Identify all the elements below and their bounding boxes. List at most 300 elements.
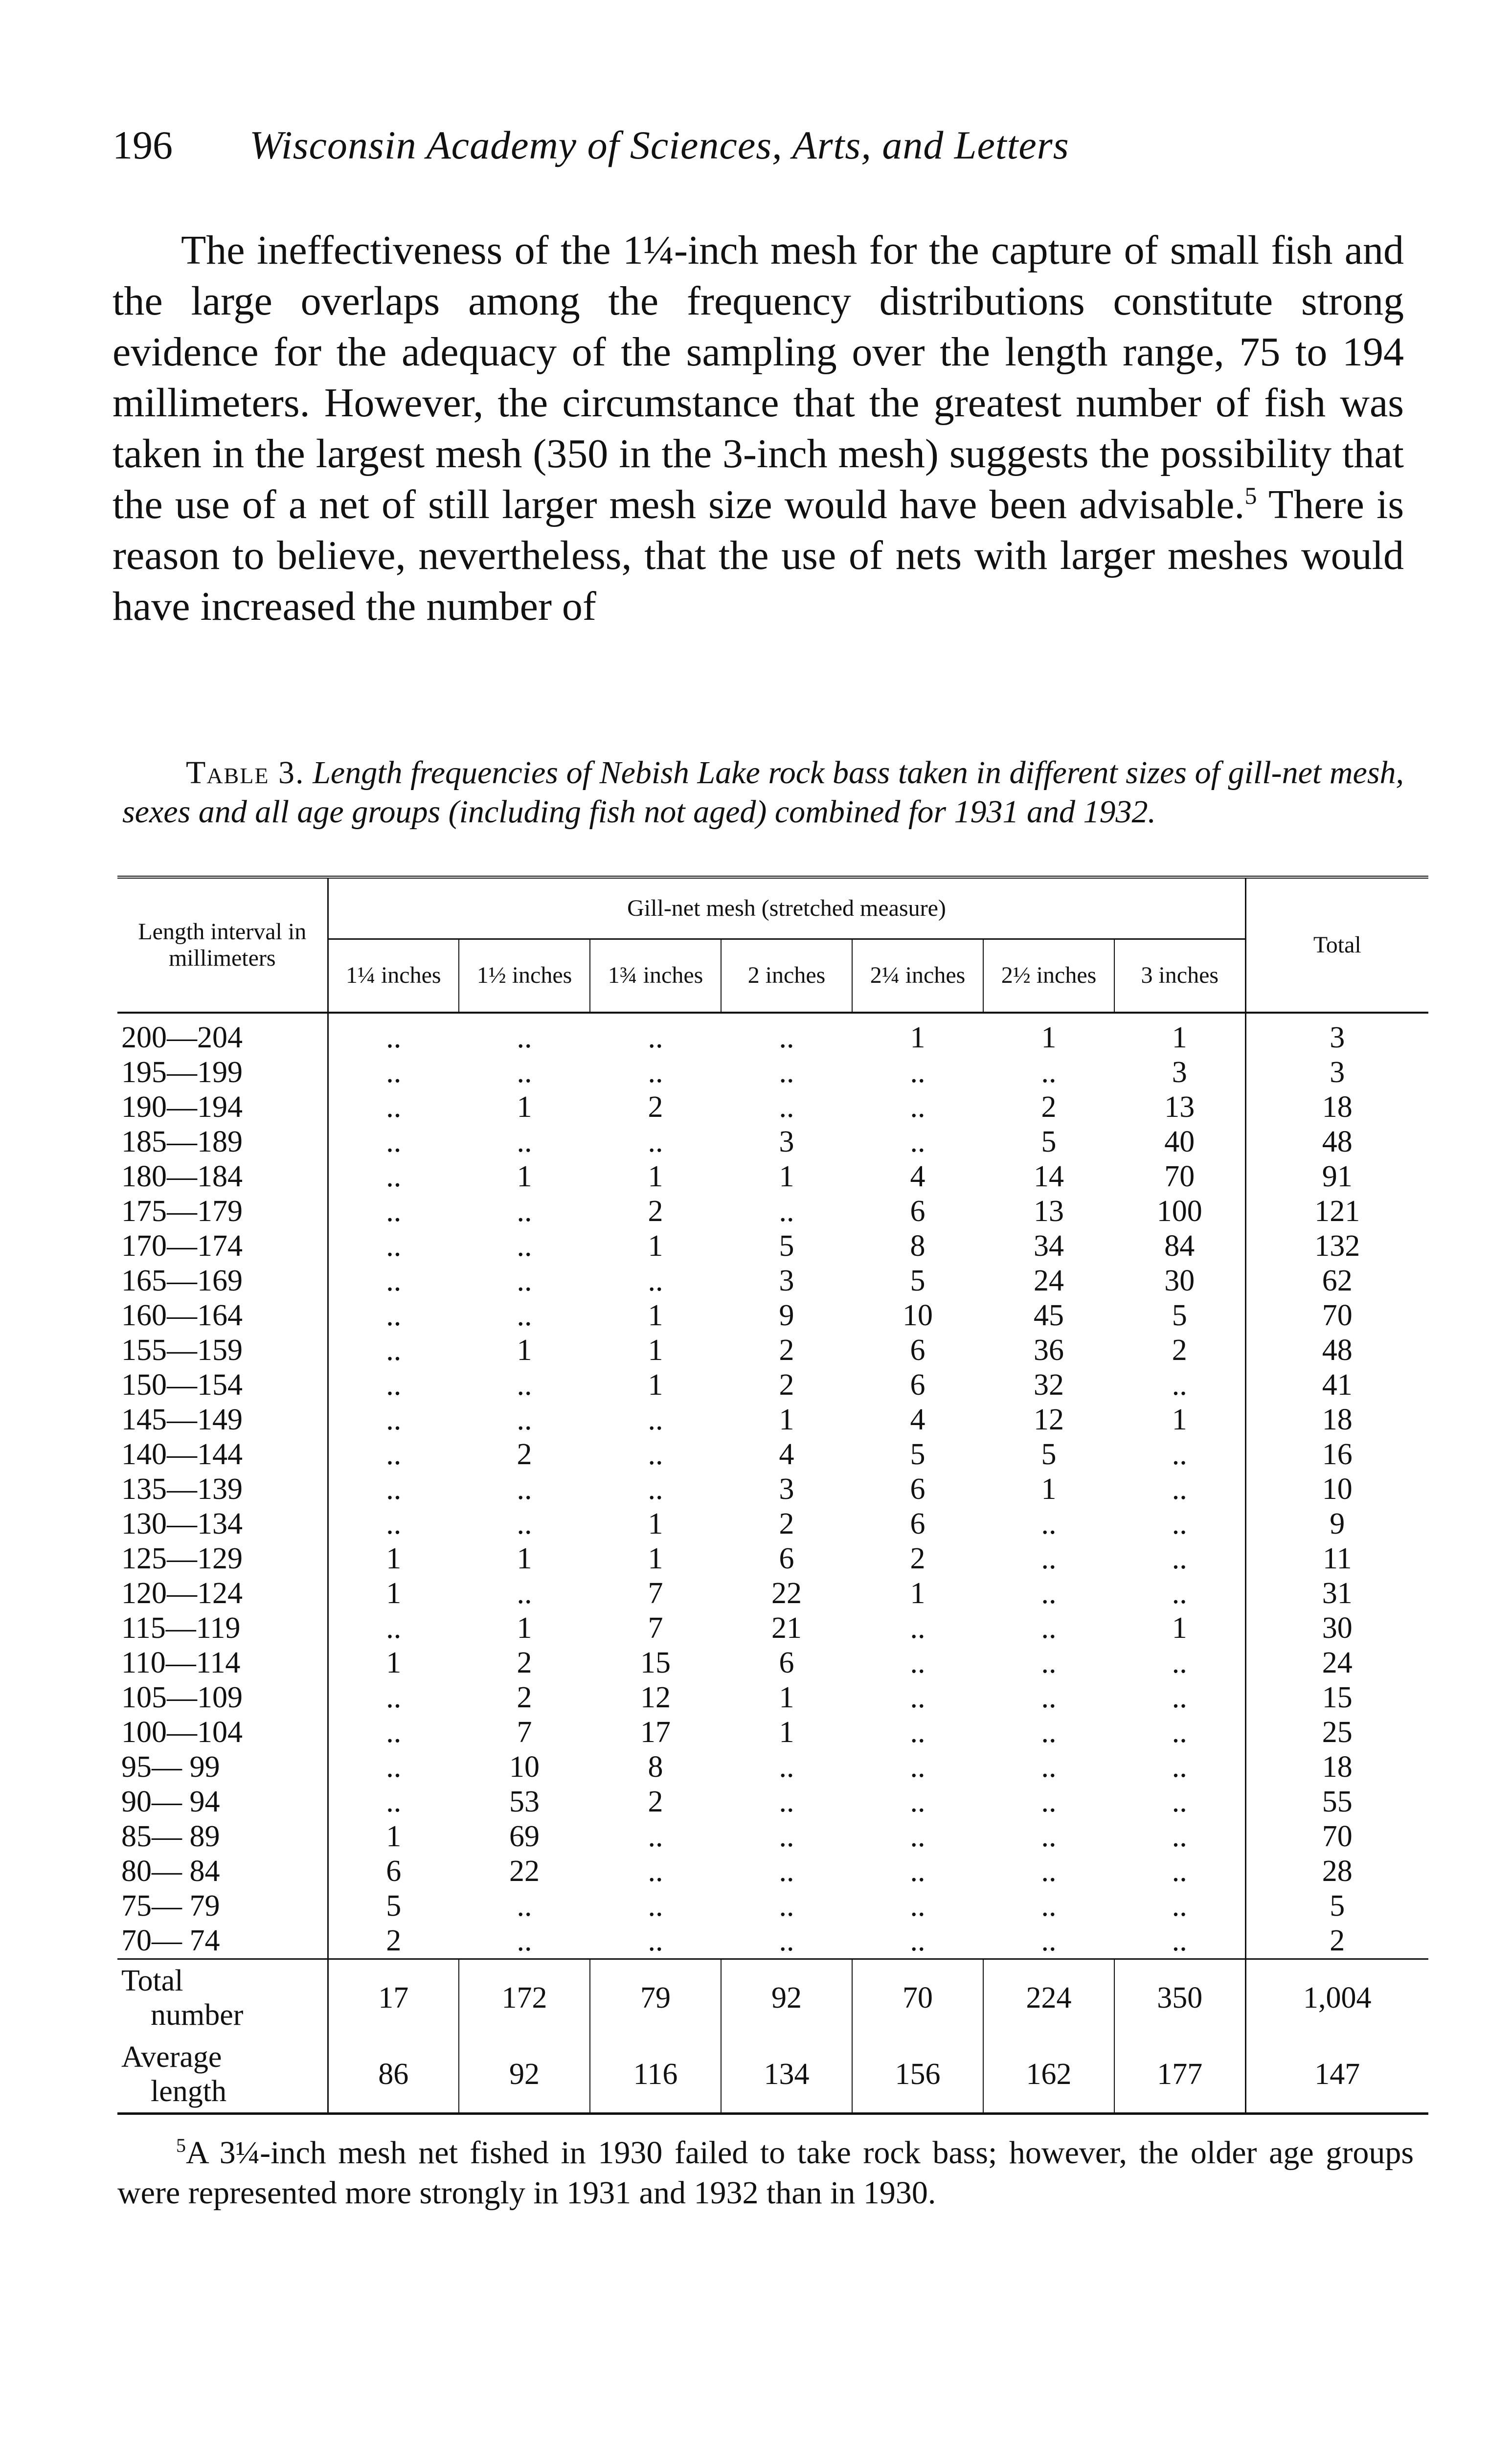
count-cell: .. — [1041, 1576, 1057, 1610]
count-cell: .. — [517, 1020, 532, 1054]
mesh-group-header: Gill-net mesh (stretched measure) — [328, 877, 1245, 939]
length-interval-cell: 175—179 — [117, 1194, 328, 1229]
count-cell: .. — [910, 1924, 925, 1957]
count-cell: 6 — [910, 1333, 925, 1367]
count-cell: 10 — [903, 1298, 933, 1332]
count-cell: .. — [517, 1403, 532, 1436]
count-cell: .. — [386, 1194, 402, 1228]
count-cell: 4 — [779, 1437, 794, 1471]
average-length-cell: 86 — [328, 2036, 459, 2114]
row-total-cell: 30 — [1245, 1611, 1428, 1646]
count-cell: 2 — [386, 1924, 402, 1957]
table-row — [117, 1125, 1428, 1159]
length-frequency-table — [117, 876, 1428, 2115]
count-cell: .. — [648, 1819, 663, 1853]
row-total-cell: 48 — [1245, 1125, 1428, 1159]
count-cell: .. — [386, 1055, 402, 1089]
count-cell: .. — [517, 1194, 532, 1228]
count-cell: 1 — [910, 1020, 925, 1054]
table-row — [117, 1437, 1428, 1472]
mesh-size-header: 2 inches — [721, 939, 852, 1013]
count-cell: 1 — [648, 1507, 663, 1540]
count-cell: .. — [1041, 1785, 1057, 1818]
count-cell: 2 — [1172, 1333, 1187, 1367]
count-cell: .. — [1172, 1507, 1187, 1540]
total-number-cell: 224 — [983, 1959, 1114, 2036]
count-cell: 3 — [1172, 1055, 1187, 1089]
total-number-cell: 172 — [459, 1959, 590, 2036]
count-cell: .. — [1172, 1680, 1187, 1714]
count-cell: 1 — [1041, 1472, 1057, 1506]
count-cell: .. — [1172, 1750, 1187, 1784]
count-cell: .. — [779, 1090, 794, 1124]
row-total-cell: 41 — [1245, 1368, 1428, 1403]
count-cell: 6 — [910, 1472, 925, 1506]
count-cell: .. — [648, 1403, 663, 1436]
row-total-cell: 28 — [1245, 1854, 1428, 1889]
count-cell: 13 — [1164, 1090, 1195, 1124]
count-cell: 6 — [910, 1368, 925, 1402]
count-cell: .. — [386, 1715, 402, 1749]
grand-total-cell: 1,004 — [1245, 1959, 1428, 2036]
count-cell: .. — [1172, 1472, 1187, 1506]
count-cell: .. — [1172, 1646, 1187, 1679]
table-row — [117, 1403, 1428, 1437]
count-cell: 3 — [779, 1264, 794, 1297]
length-interval-cell: 170—174 — [117, 1229, 328, 1264]
count-cell: 6 — [779, 1646, 794, 1679]
table-row — [117, 1264, 1428, 1298]
table-row — [117, 1924, 1428, 1959]
average-length-label: Average length — [117, 2036, 328, 2114]
count-cell: 1 — [779, 1715, 794, 1749]
footnote — [117, 2133, 1414, 2213]
count-cell: .. — [386, 1264, 402, 1297]
table-row — [117, 1611, 1428, 1646]
length-interval-cell: 75— 79 — [117, 1889, 328, 1924]
count-cell: .. — [910, 1646, 925, 1679]
count-cell: .. — [1041, 1646, 1057, 1679]
count-cell: 5 — [1041, 1125, 1057, 1158]
length-interval-cell: 135—139 — [117, 1472, 328, 1507]
count-cell: 1 — [779, 1680, 794, 1714]
count-cell: 8 — [648, 1750, 663, 1784]
length-interval-cell: 190—194 — [117, 1090, 328, 1125]
count-cell: .. — [779, 1889, 794, 1923]
count-cell: 2 — [779, 1368, 794, 1402]
count-cell: 1 — [648, 1368, 663, 1402]
count-cell: 21 — [771, 1611, 802, 1645]
count-cell: .. — [779, 1854, 794, 1888]
count-cell: 5 — [1172, 1298, 1187, 1332]
count-cell: .. — [386, 1472, 402, 1506]
count-cell: .. — [517, 1229, 532, 1263]
length-interval-cell: 85— 89 — [117, 1819, 328, 1854]
total-number-cell: 92 — [721, 1959, 852, 2036]
count-cell: 24 — [1034, 1264, 1064, 1297]
count-cell: .. — [386, 1785, 402, 1818]
count-cell: .. — [1041, 1611, 1057, 1645]
length-interval-cell: 185—189 — [117, 1125, 328, 1159]
footnote-reference: 5 — [1244, 482, 1257, 509]
running-title: Wisconsin Academy of Sciences, Arts, and Letters — [249, 123, 1069, 167]
count-cell: 34 — [1034, 1229, 1064, 1263]
count-cell: .. — [517, 1924, 532, 1957]
length-interval-cell: 105—109 — [117, 1680, 328, 1715]
count-cell: 69 — [509, 1819, 540, 1853]
mesh-size-header: 1¾ inches — [590, 939, 721, 1013]
count-cell: .. — [910, 1125, 925, 1158]
total-number-cell: 350 — [1114, 1959, 1245, 2036]
count-cell: 3 — [779, 1125, 794, 1158]
count-cell: 1 — [648, 1229, 663, 1263]
count-cell: .. — [1041, 1889, 1057, 1923]
table-row — [117, 1646, 1428, 1680]
count-cell: 6 — [386, 1854, 402, 1888]
page-number: 196 — [113, 123, 173, 167]
count-cell: 7 — [517, 1715, 532, 1749]
table-row — [117, 1889, 1428, 1924]
count-cell: .. — [779, 1819, 794, 1853]
count-cell: .. — [1041, 1055, 1057, 1089]
count-cell: .. — [1172, 1541, 1187, 1575]
count-cell: .. — [1172, 1785, 1187, 1818]
count-cell: 2 — [517, 1680, 532, 1714]
count-cell: .. — [386, 1403, 402, 1436]
average-length-cell: 162 — [983, 2036, 1114, 2114]
count-cell: 1 — [386, 1576, 402, 1610]
count-cell: .. — [779, 1194, 794, 1228]
table-row — [117, 1333, 1428, 1368]
count-cell: .. — [386, 1368, 402, 1402]
count-cell: .. — [648, 1125, 663, 1158]
overall-average-cell: 147 — [1245, 2036, 1428, 2114]
table-row — [117, 1472, 1428, 1507]
count-cell: .. — [517, 1125, 532, 1158]
average-length-row — [117, 2036, 1428, 2114]
count-cell: 70 — [1164, 1159, 1195, 1193]
count-cell: 2 — [517, 1646, 532, 1679]
count-cell: 22 — [509, 1854, 540, 1888]
count-cell: .. — [648, 1264, 663, 1297]
count-cell: .. — [1041, 1819, 1057, 1853]
total-header: Total — [1245, 877, 1428, 1013]
count-cell: .. — [517, 1507, 532, 1540]
table-row — [117, 1854, 1428, 1889]
count-cell: .. — [1172, 1819, 1187, 1853]
count-cell: .. — [1172, 1368, 1187, 1402]
count-cell: .. — [517, 1472, 532, 1506]
average-length-cell: 92 — [459, 2036, 590, 2114]
count-cell: .. — [386, 1090, 402, 1124]
count-cell: 8 — [910, 1229, 925, 1263]
count-cell: .. — [386, 1333, 402, 1367]
row-total-cell: 70 — [1245, 1819, 1428, 1854]
count-cell: 14 — [1034, 1159, 1064, 1193]
count-cell: 7 — [648, 1611, 663, 1645]
count-cell: 2 — [648, 1090, 663, 1124]
count-cell: .. — [910, 1090, 925, 1124]
count-cell: .. — [779, 1924, 794, 1957]
paragraph-text: The ineffectiveness of the 1¼-inch mesh for the capture of small fish and the large overlaps among the frequency distributions constitute strong evidence for the adequacy of the sampling over the length range, 75 to 194 millimeters. However, the circumstance that the greatest number of fish was taken in the largest mesh (350 in the 3-inch mesh) suggests the possibility that the use of a net of still larger mesh size would have been advisable. — [113, 227, 1404, 527]
table-row — [117, 1090, 1428, 1125]
row-total-cell: 48 — [1245, 1333, 1428, 1368]
row-total-cell: 3 — [1245, 1055, 1428, 1090]
mesh-size-header: 1¼ inches — [328, 939, 459, 1013]
count-cell: 1 — [1172, 1403, 1187, 1436]
count-cell: 5 — [386, 1889, 402, 1923]
length-interval-cell: 155—159 — [117, 1333, 328, 1368]
count-cell: .. — [1172, 1715, 1187, 1749]
mesh-size-header: 3 inches — [1141, 962, 1219, 989]
count-cell: 1 — [1172, 1611, 1187, 1645]
count-cell: .. — [1041, 1854, 1057, 1888]
count-cell: 53 — [509, 1785, 540, 1818]
average-length-cell: 177 — [1114, 2036, 1245, 2114]
length-interval-cell: 130—134 — [117, 1507, 328, 1541]
total-number-cell: 79 — [590, 1959, 721, 2036]
count-cell: .. — [648, 1889, 663, 1923]
count-cell: 1 — [517, 1541, 532, 1575]
count-cell: .. — [779, 1055, 794, 1089]
count-cell: 12 — [1034, 1403, 1064, 1436]
count-cell: .. — [910, 1854, 925, 1888]
count-cell: 10 — [509, 1750, 540, 1784]
count-cell: .. — [910, 1889, 925, 1923]
count-cell: 45 — [1034, 1298, 1064, 1332]
count-cell: .. — [386, 1125, 402, 1158]
count-cell: .. — [386, 1680, 402, 1714]
count-cell: .. — [517, 1055, 532, 1089]
count-cell: 5 — [1041, 1437, 1057, 1471]
count-cell: .. — [386, 1437, 402, 1471]
caption-text: Length frequencies of Nebish Lake rock bass taken in different sizes of gill-net mesh, sexes and all age groups (including fish not aged) combined for 1931 and 1932. — [122, 755, 1404, 830]
count-cell: 2 — [648, 1194, 663, 1228]
row-total-cell: 10 — [1245, 1472, 1428, 1507]
count-cell: .. — [910, 1819, 925, 1853]
paragraph-continuation: There is reason to believe, nevertheless, that the use of nets with larger meshes would have increased the number of — [113, 482, 1404, 629]
count-cell: 1 — [648, 1159, 663, 1193]
count-cell: .. — [648, 1854, 663, 1888]
count-cell: 22 — [771, 1576, 802, 1610]
row-total-cell: 70 — [1245, 1298, 1428, 1333]
table-row — [117, 1507, 1428, 1541]
row-total-cell: 24 — [1245, 1646, 1428, 1680]
count-cell: 2 — [1041, 1090, 1057, 1124]
table-row — [117, 1194, 1428, 1229]
table-row — [117, 1229, 1428, 1264]
count-cell: 36 — [1034, 1333, 1064, 1367]
count-cell: 1 — [386, 1541, 402, 1575]
row-total-cell: 25 — [1245, 1715, 1428, 1750]
length-interval-header: Length interval in millimeters — [117, 877, 328, 1013]
mesh-size-header: 2½ inches — [983, 939, 1114, 1013]
count-cell: .. — [386, 1750, 402, 1784]
length-interval-cell: 150—154 — [117, 1368, 328, 1403]
count-cell: 1 — [779, 1159, 794, 1193]
count-cell: 5 — [779, 1229, 794, 1263]
row-total-cell: 2 — [1245, 1924, 1428, 1959]
count-cell: 1 — [779, 1403, 794, 1436]
total-number-row — [117, 1959, 1428, 2036]
row-total-cell: 9 — [1245, 1507, 1428, 1541]
count-cell: .. — [910, 1611, 925, 1645]
table-row — [117, 1013, 1428, 1055]
count-cell: 32 — [1034, 1368, 1064, 1402]
count-cell: 1 — [517, 1333, 532, 1367]
count-cell: .. — [386, 1159, 402, 1193]
length-interval-cell: 115—119 — [117, 1611, 328, 1646]
count-cell: 40 — [1164, 1125, 1195, 1158]
row-total-cell: 3 — [1245, 1013, 1428, 1055]
count-cell: .. — [910, 1785, 925, 1818]
count-cell: 30 — [1164, 1264, 1195, 1297]
mesh-size-header: 2¼ inches — [852, 939, 983, 1013]
row-total-cell: 62 — [1245, 1264, 1428, 1298]
body-paragraph — [113, 225, 1404, 632]
length-interval-cell: 160—164 — [117, 1298, 328, 1333]
length-interval-cell: 80— 84 — [117, 1854, 328, 1889]
count-cell: .. — [779, 1785, 794, 1818]
table-row — [117, 1819, 1428, 1854]
row-total-cell: 16 — [1245, 1437, 1428, 1472]
count-cell: 1 — [648, 1333, 663, 1367]
count-cell: .. — [1172, 1576, 1187, 1610]
count-cell: .. — [648, 1924, 663, 1957]
count-cell: 13 — [1034, 1194, 1064, 1228]
count-cell: .. — [1041, 1680, 1057, 1714]
table-row — [117, 1680, 1428, 1715]
count-cell: 5 — [910, 1264, 925, 1297]
row-total-cell: 18 — [1245, 1750, 1428, 1785]
length-interval-cell: 195—199 — [117, 1055, 328, 1090]
row-total-cell: 132 — [1245, 1229, 1428, 1264]
average-length-cell: 116 — [590, 2036, 721, 2114]
count-cell: 1 — [517, 1159, 532, 1193]
total-number-label: Total number — [117, 1959, 328, 2036]
row-total-cell: 121 — [1245, 1194, 1428, 1229]
count-cell: 7 — [648, 1576, 663, 1610]
length-interval-cell: 180—184 — [117, 1159, 328, 1194]
table-row — [117, 1541, 1428, 1576]
row-total-cell: 91 — [1245, 1159, 1428, 1194]
count-cell: .. — [779, 1750, 794, 1784]
count-cell: .. — [1172, 1924, 1187, 1957]
total-number-cell: 70 — [852, 1959, 983, 2036]
count-cell: 1 — [386, 1819, 402, 1853]
count-cell: .. — [1041, 1924, 1057, 1957]
count-cell: .. — [517, 1264, 532, 1297]
count-cell: 84 — [1164, 1229, 1195, 1263]
length-interval-cell: 120—124 — [117, 1576, 328, 1611]
count-cell: .. — [517, 1889, 532, 1923]
count-cell: .. — [910, 1750, 925, 1784]
count-cell: .. — [779, 1020, 794, 1054]
count-cell: .. — [517, 1298, 532, 1332]
table-row — [117, 1055, 1428, 1090]
count-cell: .. — [910, 1680, 925, 1714]
count-cell: 15 — [640, 1646, 671, 1679]
count-cell: .. — [517, 1368, 532, 1402]
count-cell: 1 — [386, 1646, 402, 1679]
table-label: Table 3. — [186, 755, 305, 791]
count-cell: .. — [386, 1020, 402, 1054]
count-cell: .. — [648, 1437, 663, 1471]
count-cell: 1 — [1172, 1020, 1187, 1054]
count-cell: .. — [1041, 1715, 1057, 1749]
length-interval-cell: 145—149 — [117, 1403, 328, 1437]
page-header — [113, 122, 1409, 181]
count-cell: 5 — [910, 1437, 925, 1471]
count-cell: .. — [648, 1020, 663, 1054]
length-interval-cell: 90— 94 — [117, 1785, 328, 1819]
table-row — [117, 1159, 1428, 1194]
row-total-cell: 55 — [1245, 1785, 1428, 1819]
table-row — [117, 1715, 1428, 1750]
count-cell: .. — [910, 1055, 925, 1089]
count-cell: .. — [1041, 1541, 1057, 1575]
table-caption — [122, 753, 1404, 832]
count-cell: .. — [386, 1611, 402, 1645]
row-total-cell: 11 — [1245, 1541, 1428, 1576]
length-interval-cell: 110—114 — [117, 1646, 328, 1680]
count-cell: 17 — [640, 1715, 671, 1749]
count-cell: 3 — [779, 1472, 794, 1506]
mesh-size-header: 1½ inches — [459, 939, 590, 1013]
count-cell: 2 — [779, 1333, 794, 1367]
count-cell: 12 — [640, 1680, 671, 1714]
count-cell: .. — [386, 1507, 402, 1540]
length-interval-cell: 95— 99 — [117, 1750, 328, 1785]
table-row — [117, 1785, 1428, 1819]
count-cell: .. — [1172, 1437, 1187, 1471]
count-cell: 6 — [779, 1541, 794, 1575]
table-row — [117, 1576, 1428, 1611]
count-cell: .. — [1172, 1889, 1187, 1923]
average-length-cell: 134 — [721, 2036, 852, 2114]
count-cell: 100 — [1156, 1194, 1202, 1228]
count-cell: .. — [517, 1576, 532, 1610]
length-interval-cell: 200—204 — [117, 1013, 328, 1055]
row-total-cell: 5 — [1245, 1889, 1428, 1924]
length-interval-cell: 100—104 — [117, 1715, 328, 1750]
total-number-cell: 17 — [328, 1959, 459, 2036]
row-total-cell: 18 — [1245, 1090, 1428, 1125]
average-length-cell: 156 — [852, 2036, 983, 2114]
count-cell: 2 — [517, 1437, 532, 1471]
count-cell: 4 — [910, 1403, 925, 1436]
body-text — [113, 225, 1404, 632]
count-cell: 1 — [648, 1298, 663, 1332]
count-cell: 9 — [779, 1298, 794, 1332]
count-cell: 1 — [517, 1611, 532, 1645]
table-row — [117, 1298, 1428, 1333]
length-interval-cell: 140—144 — [117, 1437, 328, 1472]
table-row — [117, 1750, 1428, 1785]
length-interval-cell: 70— 74 — [117, 1924, 328, 1959]
length-interval-cell: 165—169 — [117, 1264, 328, 1298]
row-total-cell: 15 — [1245, 1680, 1428, 1715]
count-cell: 1 — [517, 1090, 532, 1124]
row-total-cell: 31 — [1245, 1576, 1428, 1611]
count-cell: 1 — [648, 1541, 663, 1575]
table-body — [117, 1013, 1428, 1959]
count-cell: .. — [648, 1055, 663, 1089]
count-cell: .. — [1172, 1854, 1187, 1888]
count-cell: 2 — [779, 1507, 794, 1540]
footnote-text: A 3¼-inch mesh net fished in 1930 failed to take rock bass; however, the older age groups were represented more strongly in 1931 and 1932 than in 1930. — [117, 2135, 1414, 2211]
table-row — [117, 1368, 1428, 1403]
